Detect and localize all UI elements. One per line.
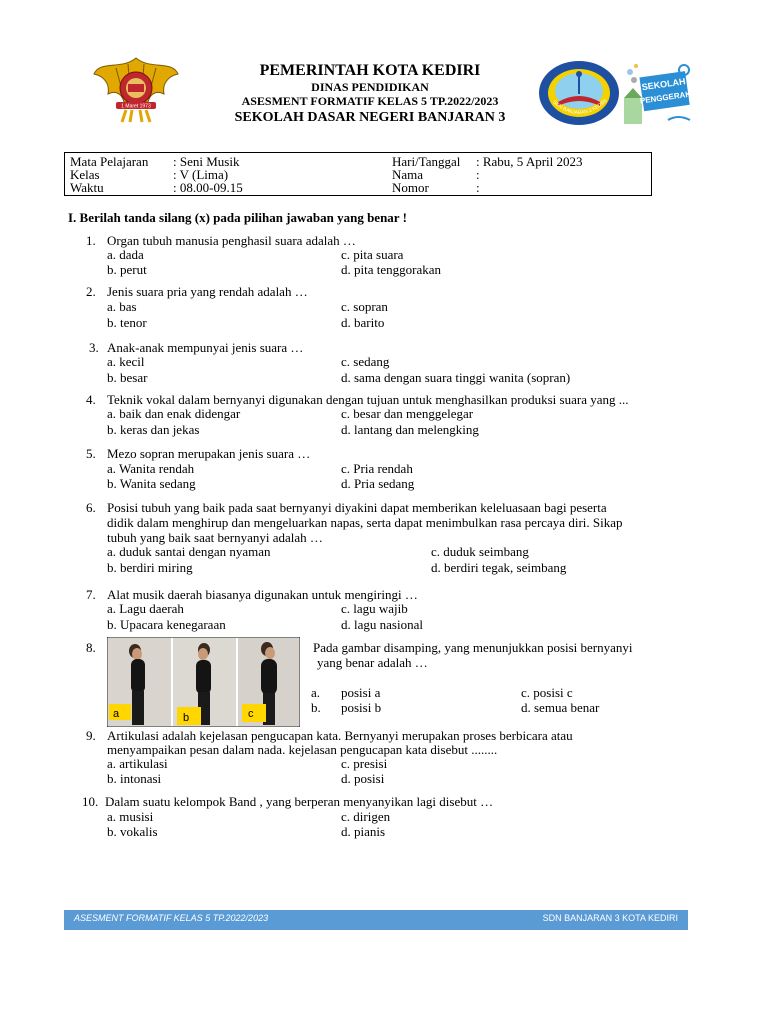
answer-option[interactable]: c. besar dan menggelegar: [341, 406, 474, 421]
question-text: Teknik vokal dalam bernyanyi digunakan dengan tujuan untuk menghasilkan produksi suara yang ...: [107, 392, 629, 407]
sekolah-penggerak-logo: [622, 58, 694, 128]
answer-option[interactable]: b. Wanita sedang: [107, 476, 196, 491]
logo-motto: 1 Maret 1973: [121, 103, 151, 110]
answer-option[interactable]: a. dada: [107, 247, 144, 262]
answer-option[interactable]: a. artikulasi: [107, 756, 168, 771]
answer-option[interactable]: d. pianis: [341, 824, 386, 839]
answer-option[interactable]: a. kecil: [107, 354, 145, 369]
image-label-c: c: [248, 708, 254, 720]
image-label-b: b: [183, 712, 190, 724]
question-text: Organ tubuh manusia penghasil suara adalah …: [107, 233, 356, 248]
answer-option[interactable]: a. Lagu daerah: [107, 601, 184, 616]
number-field[interactable]: :: [476, 180, 480, 195]
question-number: 3.: [89, 340, 99, 355]
answer-option[interactable]: b. intonasi: [107, 771, 162, 786]
answer-option-letter[interactable]: a.: [311, 685, 321, 700]
time-label: Waktu: [70, 180, 104, 195]
answer-option[interactable]: b. Upacara kenegaraan: [107, 617, 226, 632]
answer-option[interactable]: a. musisi: [107, 809, 154, 824]
singing-posture-photo: [107, 637, 300, 727]
number-label: Nomor: [392, 180, 429, 195]
question-number: 1.: [86, 233, 96, 248]
label-box-c: [242, 704, 266, 722]
question-number: 5.: [86, 446, 96, 461]
answer-option[interactable]: b. vokalis: [107, 824, 158, 839]
question-number: 7.: [86, 587, 96, 602]
answer-option[interactable]: posisi a: [341, 685, 381, 700]
question-text-line: Posisi tubuh yang baik pada saat bernyanyi diyakini dapat memberikan keleluasaan bagi peserta: [107, 500, 607, 515]
answer-option[interactable]: d. Pria sedang: [341, 476, 415, 491]
question-text: Dalam suatu kelompok Band , yang berperan menyanyikan lagi disebut …: [105, 794, 494, 809]
header-title: PEMERINTAH KOTA KEDIRI: [259, 62, 481, 79]
answer-option[interactable]: a. bas: [107, 299, 137, 314]
question-text-line: tubuh yang baik saat bernyanyi adalah …: [107, 530, 323, 545]
class-label: Kelas: [70, 167, 100, 182]
question-number: 9.: [86, 728, 96, 743]
answer-option[interactable]: c. duduk seimbang: [431, 544, 529, 559]
question-number: 8.: [86, 640, 96, 655]
class-value: : V (Lima): [173, 167, 229, 182]
sign-line-1: SEKOLAH: [641, 76, 687, 93]
answer-option[interactable]: d. sama dengan suara tinggi wanita (sopran): [341, 370, 571, 385]
question-text: Alat musik daerah biasanya digunakan untuk mengiringi …: [107, 587, 418, 602]
header-department: DINAS PENDIDIKAN: [311, 80, 429, 94]
footer-right-text: SDN BANJARAN 3 KOTA KEDIRI: [542, 913, 678, 923]
question-text-line: didik dalam menghirup dan mengeluarkan napas, serta dapat menimbulkan rasa percaya diri. Sikap: [107, 515, 623, 530]
answer-option[interactable]: d. barito: [341, 315, 385, 330]
question-number: 2.: [86, 284, 96, 299]
header-school: SEKOLAH DASAR NEGERI BANJARAN 3: [234, 110, 506, 125]
badge-text: SDN BANJARAN 3 KEDIRI: [551, 98, 609, 117]
answer-option[interactable]: c. sedang: [341, 354, 390, 369]
day-value: : Rabu, 5 April 2023: [476, 154, 583, 169]
section-instruction: I. Berilah tanda silang (x) pada pilihan jawaban yang benar !: [68, 210, 407, 225]
answer-option[interactable]: a. baik dan enak didengar: [107, 406, 241, 421]
sign-line-2: PENGGERAK: [639, 89, 692, 106]
subject-value: : Seni Musik: [173, 154, 240, 169]
day-label: Hari/Tanggal: [392, 154, 461, 169]
answer-option[interactable]: b. besar: [107, 370, 148, 385]
footer-left-text: ASESMENT FORMATIF KELAS 5 TP.2022/2023: [74, 913, 269, 923]
question-number: 4.: [86, 392, 96, 407]
answer-option[interactable]: b. berdiri miring: [107, 560, 193, 575]
answer-option[interactable]: b. keras dan jekas: [107, 422, 200, 437]
question-text: Mezo sopran merupakan jenis suara …: [107, 446, 311, 461]
answer-option[interactable]: b. tenor: [107, 315, 147, 330]
answer-option[interactable]: d. posisi: [341, 771, 385, 786]
student-info-box: [64, 152, 652, 196]
answer-option[interactable]: d. berdiri tegak, seimbang: [431, 560, 567, 575]
name-field[interactable]: :: [476, 167, 480, 182]
question-text-line: Pada gambar disamping, yang menunjukkan posisi bernyanyi: [313, 640, 633, 655]
image-label-a: a: [113, 708, 120, 720]
name-label: Nama: [392, 167, 424, 182]
answer-option[interactable]: a. duduk santai dengan nyaman: [107, 544, 271, 559]
answer-option[interactable]: c. Pria rendah: [341, 461, 413, 476]
question-text-line: menyampaikan pesan dalam nada. kejelasan pengucapan kata disebut ........: [107, 742, 498, 757]
answer-option[interactable]: d. lantang dan melengking: [341, 422, 479, 437]
header-exam: ASESMENT FORMATIF KELAS 5 TP.2022/2023: [241, 94, 499, 108]
answer-option[interactable]: a. Wanita rendah: [107, 461, 195, 476]
school-badge-logo: [538, 60, 620, 126]
question-number: 6.: [86, 500, 96, 515]
kediri-city-logo: [92, 50, 180, 124]
time-value: : 08.00-09.15: [173, 180, 243, 195]
subject-label: Mata Pelajaran: [70, 154, 149, 169]
answer-option[interactable]: c. dirigen: [341, 809, 391, 824]
question-text: Jenis suara pria yang rendah adalah …: [107, 284, 308, 299]
question-text: Anak-anak mempunyai jenis suara …: [107, 340, 304, 355]
answer-option[interactable]: d. semua benar: [521, 700, 600, 715]
answer-option[interactable]: d. pita tenggorakan: [341, 262, 441, 277]
question-text-line: Artikulasi adalah kejelasan pengucapan kata. Bernyanyi merupakan proses berbicara atau: [107, 728, 573, 743]
answer-option[interactable]: c. pita suara: [341, 247, 404, 262]
answer-option[interactable]: posisi b: [341, 700, 382, 715]
page-footer: [64, 910, 688, 930]
answer-option[interactable]: b. perut: [107, 262, 147, 277]
answer-option[interactable]: d. lagu nasional: [341, 617, 423, 632]
answer-option[interactable]: c. presisi: [341, 756, 388, 771]
answer-option-letter[interactable]: b.: [311, 700, 321, 715]
answer-option[interactable]: c. sopran: [341, 299, 388, 314]
answer-option[interactable]: c. lagu wajib: [341, 601, 408, 616]
question-text-line: yang benar adalah …: [317, 655, 428, 670]
answer-option[interactable]: c. posisi c: [521, 685, 573, 700]
question-number: 10.: [82, 794, 99, 809]
